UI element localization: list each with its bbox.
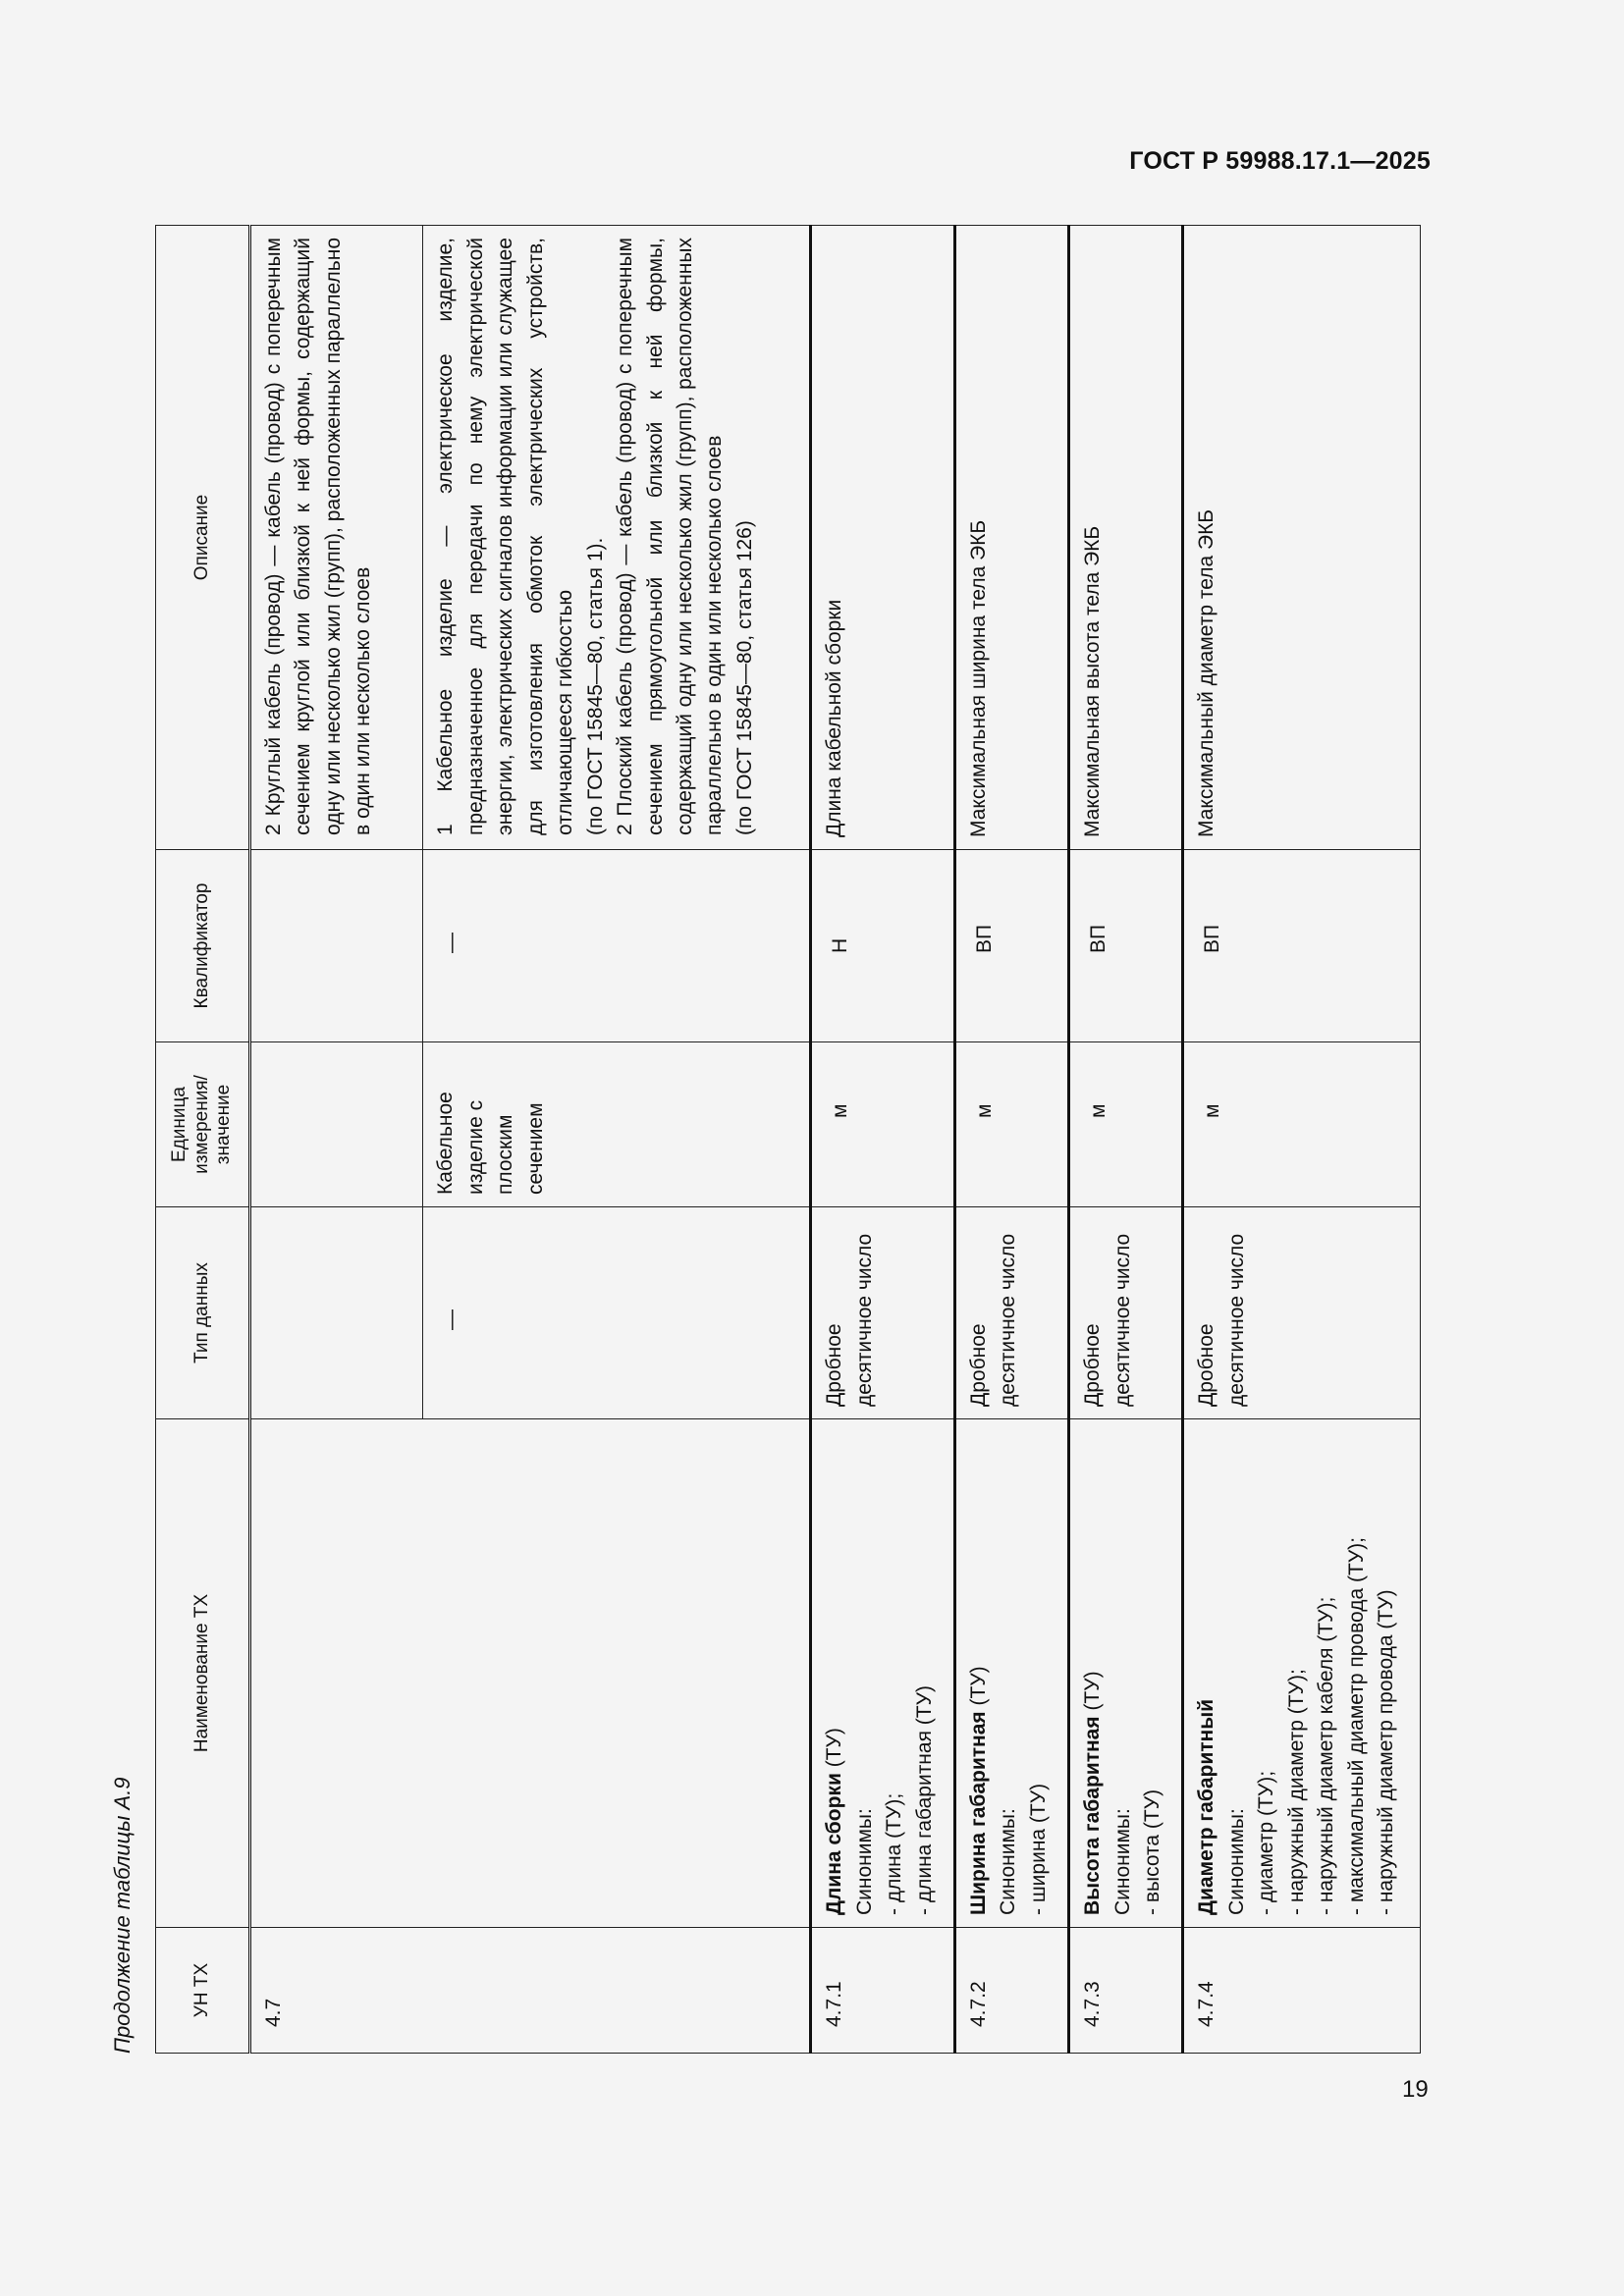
cell-description: Длина кабельной сборки [811,226,954,850]
col-header-type: Тип данных [156,1207,250,1419]
synonym-item: - высота (ТУ) [1138,1431,1167,1915]
cell-type: Дробное десятичное число [954,1207,1068,1419]
cell-type: Дробное десятичное число [811,1207,954,1419]
synonyms-label: Синонимы: [1224,1808,1248,1915]
cell-un: 4.7.4 [1183,1928,1421,2054]
cell-un: 4.7.3 [1069,1928,1183,2054]
synonyms-list [1138,1431,1167,1915]
synonym-item: - длина (ТУ); [880,1431,909,1915]
document-standard-header: ГОСТ Р 59988.17.1—2025 [1129,147,1431,175]
page-number: 19 [1402,2076,1429,2103]
cell-description [423,226,811,850]
characteristic-name-suffix: (ТУ) [1081,1671,1105,1717]
synonyms-label: Синонимы: [997,1808,1020,1915]
cell-name [250,1419,811,1928]
cell-type: Дробное десятичное число [1069,1207,1183,1419]
col-header-un: УН ТХ [156,1928,250,2054]
cell-unit: м [811,1042,954,1207]
table-row [1183,226,1421,2054]
synonyms-list [1024,1431,1054,1915]
table-caption: Продолжение таблицы А.9 [110,1777,135,2054]
cell-name [1183,1419,1421,1928]
synonyms-label: Синонимы: [852,1808,876,1915]
characteristic-name-suffix: (ТУ) [966,1666,990,1712]
characteristic-name: Ширина габаритная [966,1711,990,1915]
cell-unit: м [1069,1042,1183,1207]
characteristics-table [155,225,1421,2054]
cell-qualifier: ВП [1069,850,1183,1042]
synonyms-list [880,1431,940,1915]
table-row [1069,226,1183,2054]
synonym-item: - наружный диаметр провода (ТУ) [1372,1431,1401,1915]
cell-qualifier: Н [811,850,954,1042]
cell-type [250,1207,423,1419]
table-header-row [156,226,250,2054]
description-line: (по ГОСТ 15845—80, статья 1). [583,537,607,835]
synonyms-list [1252,1431,1401,1915]
cell-unit: м [1183,1042,1421,1207]
characteristic-name: Диаметр габаритный [1195,1698,1218,1915]
cell-un: 4.7.1 [811,1928,954,2054]
description-line: (по ГОСТ 15845—80, статья 126) [732,520,756,835]
cell-qualifier: — [423,850,811,1042]
col-header-description: Описание [156,226,250,850]
cell-qualifier: ВП [1183,850,1421,1042]
cell-name [954,1419,1068,1928]
synonym-item: - максимальный диаметр провода (ТУ); [1342,1431,1372,1915]
synonym-item: - диаметр (ТУ); [1252,1431,1281,1915]
characteristic-name: Высота габаритная [1081,1716,1105,1915]
cell-description: Максимальная высота тела ЭКБ [1069,226,1183,850]
description-line: 1 Кабельное изделие — электрическое изделие, предназначенное для передачи по нему электрической энергии, электрических сигналов информации или служащее для изготовления обмоток электрических устройств, отличающееся гибкостью [434,238,577,835]
col-header-qualifier: Квалификатор [156,850,250,1042]
synonym-item: - наружный диаметр (ТУ); [1282,1431,1312,1915]
cell-name [1069,1419,1183,1928]
cell-type: Дробное десятичное число [1183,1207,1421,1419]
table-row [954,226,1068,2054]
characteristic-name-suffix: (ТУ) [823,1728,846,1774]
col-header-name: Наименование ТХ [156,1419,250,1928]
characteristic-name: Длина сборки [823,1773,846,1915]
table-row [811,226,954,2054]
description-line: 2 Плоский кабель (провод) — кабель (провод) с поперечным сечением прямоугольной или близкой к ней формы, содержащий одну или несколько жил (групп), расположенных параллельно в один или несколько слоев [614,238,727,835]
cell-unit: Кабельное изделие с плоским сечением [423,1042,811,1207]
cell-type: — [423,1207,811,1419]
cell-name [811,1419,954,1928]
col-header-unit: Единица измерения/ значение [156,1042,250,1207]
synonyms-label: Синонимы: [1110,1808,1134,1915]
rotated-table-page [108,226,1397,2054]
cell-qualifier [250,850,423,1042]
cell-description: Максимальный диаметр тела ЭКБ [1183,226,1421,850]
table-row [250,226,423,2054]
cell-description: Максимальная ширина тела ЭКБ [954,226,1068,850]
synonym-item: - ширина (ТУ) [1024,1431,1054,1915]
cell-un: 4.7 [250,1928,811,2054]
cell-un: 4.7.2 [954,1928,1068,2054]
cell-description: 2 Круглый кабель (провод) — кабель (провод) с поперечным сечением круглой или близкой к ней формы, содержащий одну или несколько жил (групп), расположенных параллельно в один или несколько слоев [250,226,423,850]
cell-qualifier: ВП [954,850,1068,1042]
synonym-item: - длина габаритная (ТУ) [910,1431,940,1915]
cell-unit [250,1042,423,1207]
synonym-item: - наружный диаметр кабеля (ТУ); [1312,1431,1341,1915]
cell-unit: м [954,1042,1068,1207]
